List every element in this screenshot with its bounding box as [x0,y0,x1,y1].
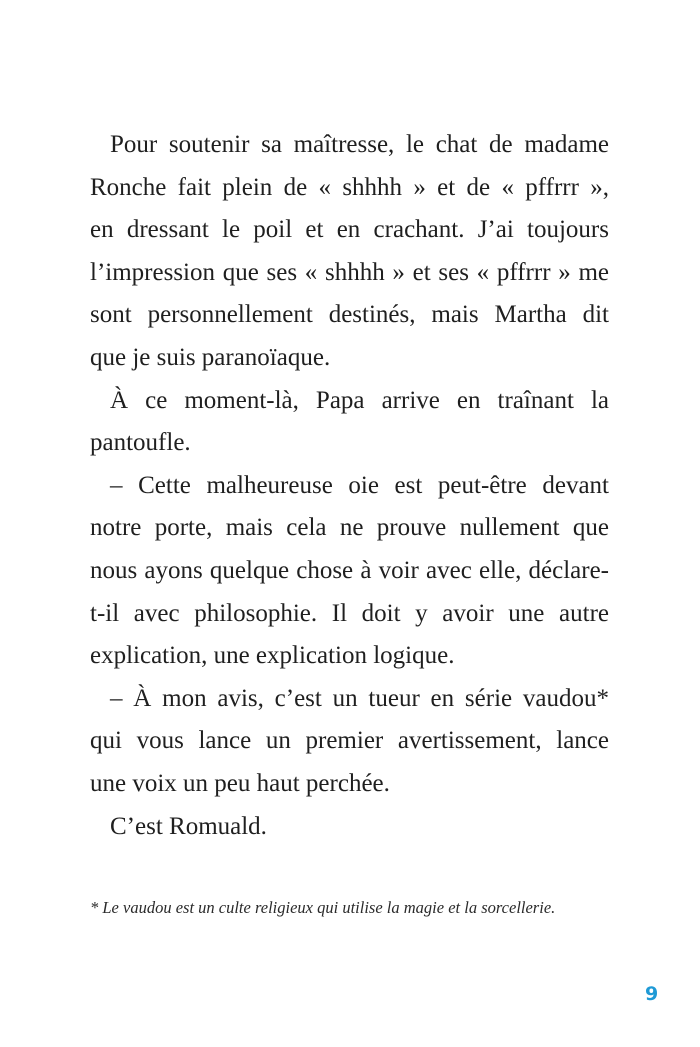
text-line: – Cette malheureuse oie est peut-être devant [110,471,609,499]
text-line: – À mon avis, c’est un tueur en série vaudou* [110,684,609,712]
text-line: explication, une explication logique. [90,642,455,670]
text-line: pantoufle. [90,429,191,457]
text-line: une voix un peu haut perchée. [90,769,390,797]
page-number: 9 [645,983,659,1005]
text-line: t-il avec philosophie. Il doit y avoir une autre [90,599,609,627]
text-line: l’impression que ses « shhhh » et ses « pffrrr » me [90,258,609,286]
text-line: Pour soutenir sa maîtresse, le chat de madame [110,131,609,158]
footnote: * Le vaudou est un culte religieux qui utilise la magie et la sorcellerie. [90,898,556,917]
text-line: nous ayons quelque chose à voir avec elle, déclare- [90,556,609,584]
text-line: sont personnellement destinés, mais Martha dit [90,301,609,329]
body-text [90,124,609,848]
text-line: que je suis paranoïaque. [90,343,331,371]
text-line: C’est Romuald. [110,812,267,840]
text-line: qui vous lance un premier avertissement, lance [90,727,609,755]
text-line: notre porte, mais cela ne prouve nullement que [90,514,609,542]
text-line: À ce moment-là, Papa arrive en traînant la [110,386,609,414]
text-line: Ronche fait plein de « shhhh » et de « pffrrr », [90,173,609,201]
text-line: en dressant le poil et en crachant. J’ai toujours [90,216,609,244]
